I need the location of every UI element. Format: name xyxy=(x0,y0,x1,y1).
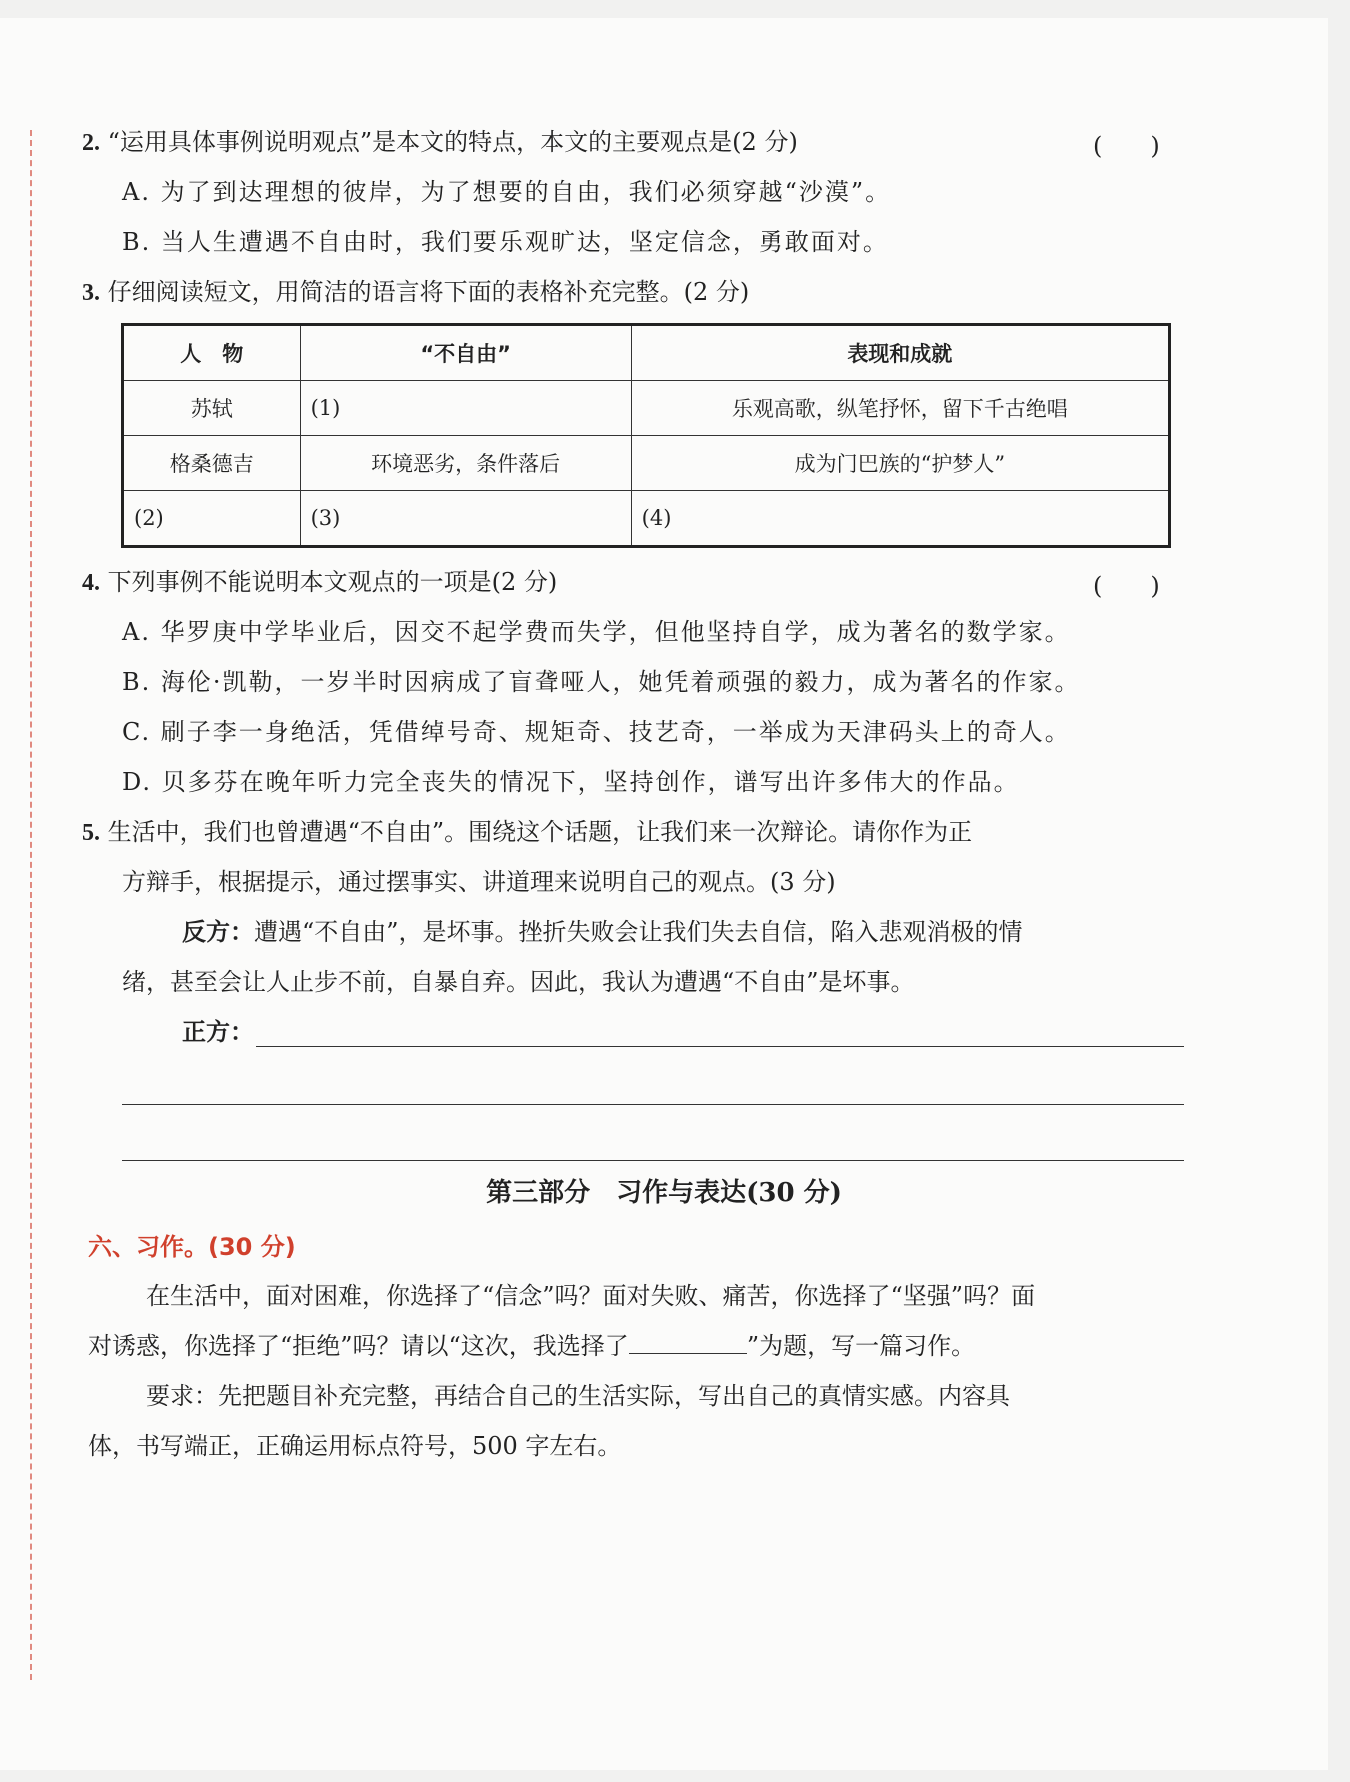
answer-parentheses: ( ) xyxy=(1093,572,1160,600)
essay-requirement-line-1: 要求：先把题目补充完整，再结合自己的生活实际，写出自己的真情实感。内容具 xyxy=(146,1382,1010,1410)
option-b: B. 当人生遭遇不自由时，我们要乐观旷达，坚定信念，勇敢面对。 xyxy=(122,228,889,256)
question-4 xyxy=(82,567,557,598)
opponent-argument xyxy=(182,917,1023,947)
table-row xyxy=(123,491,1170,547)
essay-prompt-line-1: 在生活中，面对困难，你选择了“信念”吗？面对失败、痛苦，你选择了“坚强”吗？面 xyxy=(146,1282,1036,1310)
answer-line-3[interactable] xyxy=(122,1160,1184,1161)
table-row xyxy=(123,381,1170,436)
fill-in-table xyxy=(121,323,1171,548)
title-blank[interactable] xyxy=(629,1331,747,1354)
question-5 xyxy=(82,817,972,848)
binding-margin-line xyxy=(30,130,32,1680)
opponent-label: 反方： xyxy=(182,918,254,946)
table-cell-blank-2[interactable]: (2) xyxy=(123,491,301,547)
opponent-text-line-1: 遭遇“不自由”，是坏事。挫折失败会让我们失去自信，陷入悲观消极的情 xyxy=(254,918,1023,946)
table-cell: 格桑德吉 xyxy=(123,436,301,491)
question-text-line-2: 方辩手，根据提示，通过摆事实、讲道理来说明自己的观点。(3 分) xyxy=(122,868,836,896)
table-row xyxy=(123,436,1170,491)
table-cell-blank-4[interactable]: (4) xyxy=(631,491,1169,547)
essay-prompt-text: 对诱惑，你选择了“拒绝”吗？请以“这次，我选择了 xyxy=(88,1332,629,1360)
table-cell: 成为门巴族的“护梦人” xyxy=(631,436,1169,491)
table-cell-blank-3[interactable]: (3) xyxy=(300,491,631,547)
question-text: 仔细阅读短文，用简洁的语言将下面的表格补充完整。(2 分) xyxy=(107,278,750,306)
essay-heading: 六、习作。(30 分) xyxy=(88,1233,296,1261)
option-d: D. 贝多芬在晚年听力完全丧失的情况下，坚持创作，谱写出许多伟大的作品。 xyxy=(122,768,1020,796)
table-cell: 环境恶劣，条件落后 xyxy=(300,436,631,491)
table-cell-blank-1[interactable]: (1) xyxy=(300,381,631,436)
table-header-unfree: “不自由” xyxy=(300,325,631,381)
option-a: A. 华罗庚中学毕业后，因交不起学费而失学，但他坚持自学，成为著名的数学家。 xyxy=(122,618,1071,646)
option-a: A. 为了到达理想的彼岸，为了想要的自由，我们必须穿越“沙漠”。 xyxy=(122,178,892,206)
answer-parentheses: ( ) xyxy=(1093,132,1160,160)
section-title: 第三部分 习作与表达(30 分) xyxy=(486,1178,842,1208)
question-2 xyxy=(82,127,798,158)
proponent-label: 正方： xyxy=(182,1018,254,1046)
table-header-achievement: 表现和成就 xyxy=(631,325,1169,381)
question-text: “运用具体事例说明观点”是本文的特点，本文的主要观点是(2 分) xyxy=(107,128,798,156)
table-header-person: 人 物 xyxy=(123,325,301,381)
answer-line-1[interactable] xyxy=(256,1046,1184,1047)
option-b: B. 海伦·凯勒，一岁半时因病成了盲聋哑人，她凭着顽强的毅力，成为著名的作家。 xyxy=(122,668,1081,696)
question-text: 下列事例不能说明本文观点的一项是(2 分) xyxy=(107,568,558,596)
question-number: 2. xyxy=(82,130,100,156)
table-cell: 乐观高歌，纵笔抒怀，留下千古绝唱 xyxy=(631,381,1169,436)
essay-requirement-line-2: 体，书写端正，正确运用标点符号，500 字左右。 xyxy=(88,1432,622,1460)
question-number: 5. xyxy=(82,820,100,846)
answer-line-2[interactable] xyxy=(122,1104,1184,1105)
opponent-text-line-2: 绪，甚至会让人止步不前，自暴自弃。因此，我认为遭遇“不自由”是坏事。 xyxy=(122,968,915,996)
table-header-row xyxy=(123,325,1170,381)
option-c: C. 刷子李一身绝活，凭借绰号奇、规矩奇、技艺奇，一举成为天津码头上的奇人。 xyxy=(122,718,1071,746)
essay-prompt-text: ”为题，写一篇习作。 xyxy=(746,1332,976,1360)
question-number: 3. xyxy=(82,280,100,306)
question-number: 4. xyxy=(82,570,100,596)
question-3 xyxy=(82,277,749,308)
question-text-line-1: 生活中，我们也曾遭遇“不自由”。围绕这个话题，让我们来一次辩论。请你作为正 xyxy=(107,818,973,846)
table-cell: 苏轼 xyxy=(123,381,301,436)
essay-prompt-line-2 xyxy=(88,1331,975,1361)
